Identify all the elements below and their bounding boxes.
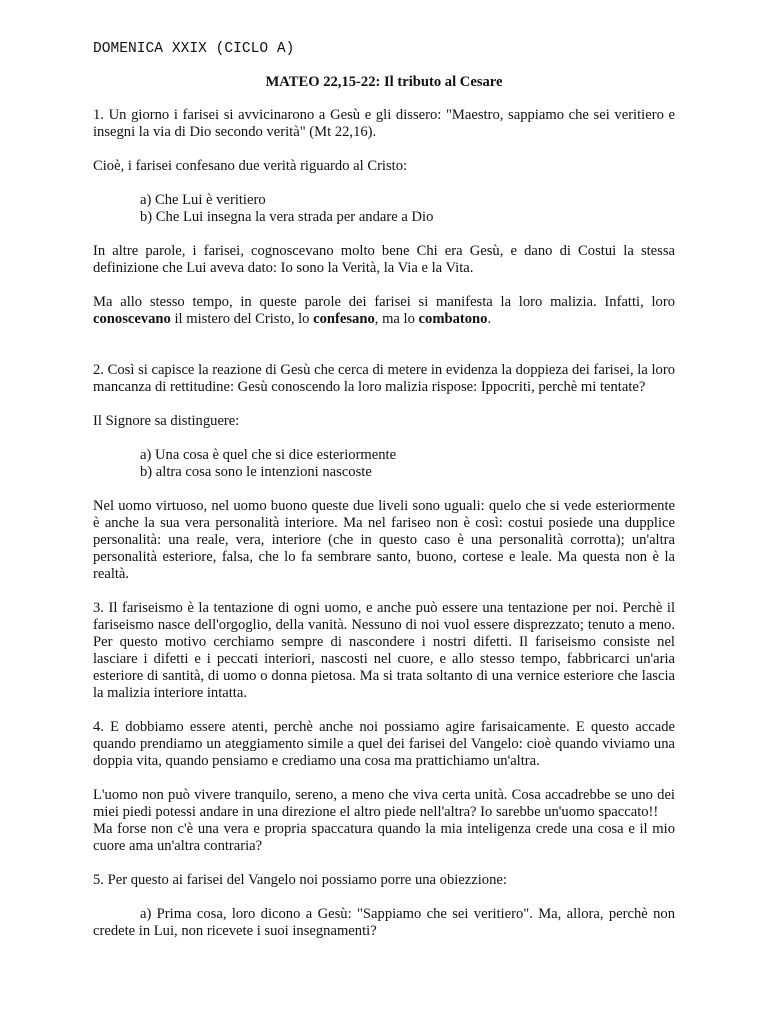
document-header: DOMENICA XXIX (CICLO A) xyxy=(93,41,295,57)
paragraph-2: Cioè, i farisei confesano due verità riguardo al Cristo: xyxy=(93,158,408,174)
bold-conoscevano: conoscevano xyxy=(93,311,171,327)
paragraph-1: 1. Un giorno i farisei si avvicinarono a Gesù e gli dissero: "Maestro, sappiamo che sei veritiero e insegni la via di Dio secondo verità" (Mt 22,16). xyxy=(93,107,675,140)
paragraph-4-text-a: Ma allo stesso tempo, in queste parole dei farisei si manifesta la loro malizia. Infatti, loro xyxy=(93,294,675,310)
paragraph-4-text-d: , ma lo xyxy=(374,311,419,327)
paragraph-12: a) Prima cosa, loro dicono a Gesù: "Sappiamo che sei veritiero". Ma, allora, perchè non credete in Lui, non ricevete i suoi insegnamenti? xyxy=(93,906,675,939)
bold-confesano: confesano xyxy=(313,311,375,327)
paragraph-10 xyxy=(93,787,675,855)
list-item: a) Una cosa è quel che si dice esteriormente xyxy=(140,447,397,463)
list-item: a) Che Lui è veritiero xyxy=(140,192,266,208)
bold-combatono: combatono xyxy=(418,311,488,327)
paragraph-8: 3. Il fariseismo è la tentazione di ogni uomo, e anche può essere una tentazione per noi. Perchè il fariseismo nasce dell'orgoglio, della vanità. Nessuno di noi vuol essere disprezzato; tenuto a meno. Per questo motivo cerchiamo sempre di nascondere i nostri difetti. Il fariseismo consiste nel lasciare i difetti e i peccati interiori, nascosti nel cuore, e allo stesso tempo, fabbricarci un'aria esteriore di santità, di uomo o donna pietosa. Ma si trata soltanto di una vernice esteriore che lascia la malizia interiore intatta. xyxy=(93,600,675,701)
paragraph-4-text-c: il mistero del Cristo, lo xyxy=(170,311,314,327)
paragraph-10-line-b: Ma forse non c'è una vera e propria spaccatura quando la mia inteligenza crede una cosa e il mio cuore ama un'altra contraria? xyxy=(93,821,675,854)
paragraph-4 xyxy=(93,294,675,328)
paragraph-5: 2. Così si capisce la reazione di Gesù che cerca di metere in evidenza la doppieza dei farisei, la loro mancanza di rettitudine: Gesù conoscendo la loro malizia rispose: Ippocriti, perchè mi tentate? xyxy=(93,362,675,395)
paragraph-11: 5. Per questo ai farisei del Vangelo noi possiamo porre una obiezzione: xyxy=(93,872,507,888)
list-1 xyxy=(140,192,675,226)
paragraph-6: Il Signore sa distinguere: xyxy=(93,413,240,429)
paragraph-4-text-e: . xyxy=(487,311,492,327)
paragraph-10-line-a: L'uomo non può vivere tranquilo, sereno, a meno che viva certa unità. Cosa accadrebbe se uno dei miei piedi potessi andare in una direzione el altro piede nell'altra? Io sarebbe un'uomo spaccato!! xyxy=(93,787,675,820)
paragraph-3: In altre parole, i farisei, cognoscevano molto bene Chi era Gesù, e dano di Costui la stessa definizione che Lui aveva dato: Io sono la Verità, la Via e la Vita. xyxy=(93,243,675,276)
list-item: b) Che Lui insegna la vera strada per andare a Dio xyxy=(140,209,434,225)
list-2 xyxy=(140,447,675,481)
document-title: MATEO 22,15-22: Il tributo al Cesare xyxy=(265,74,503,90)
paragraph-9: 4. E dobbiamo essere atenti, perchè anche noi possiamo agire farisaicamente. E questo accade quando prendiamo un ateggiamento simile a quel dei farisei del Vangelo: cioè quando viviamo una doppia vita, quando pensiamo e crediamo una cosa ma prattichiamo un'altra. xyxy=(93,719,675,769)
list-item: b) altra cosa sono le intenzioni nascoste xyxy=(140,464,372,480)
paragraph-7: Nel uomo virtuoso, nel uomo buono queste due liveli sono uguali: quelo che si vede esteriormente è anche la sua vera personalità interiore. Ma nel fariseo non è così: costui posiede una dupplice personalità: una reale, vera, interiore (che in questo caso è una personalità corrotta); un'altra personalità esteriore, falsa, che lo fa sembrare santo, buono, cortese e leale. Ma questa non è la realtà. xyxy=(93,498,675,582)
spacer xyxy=(93,345,675,362)
